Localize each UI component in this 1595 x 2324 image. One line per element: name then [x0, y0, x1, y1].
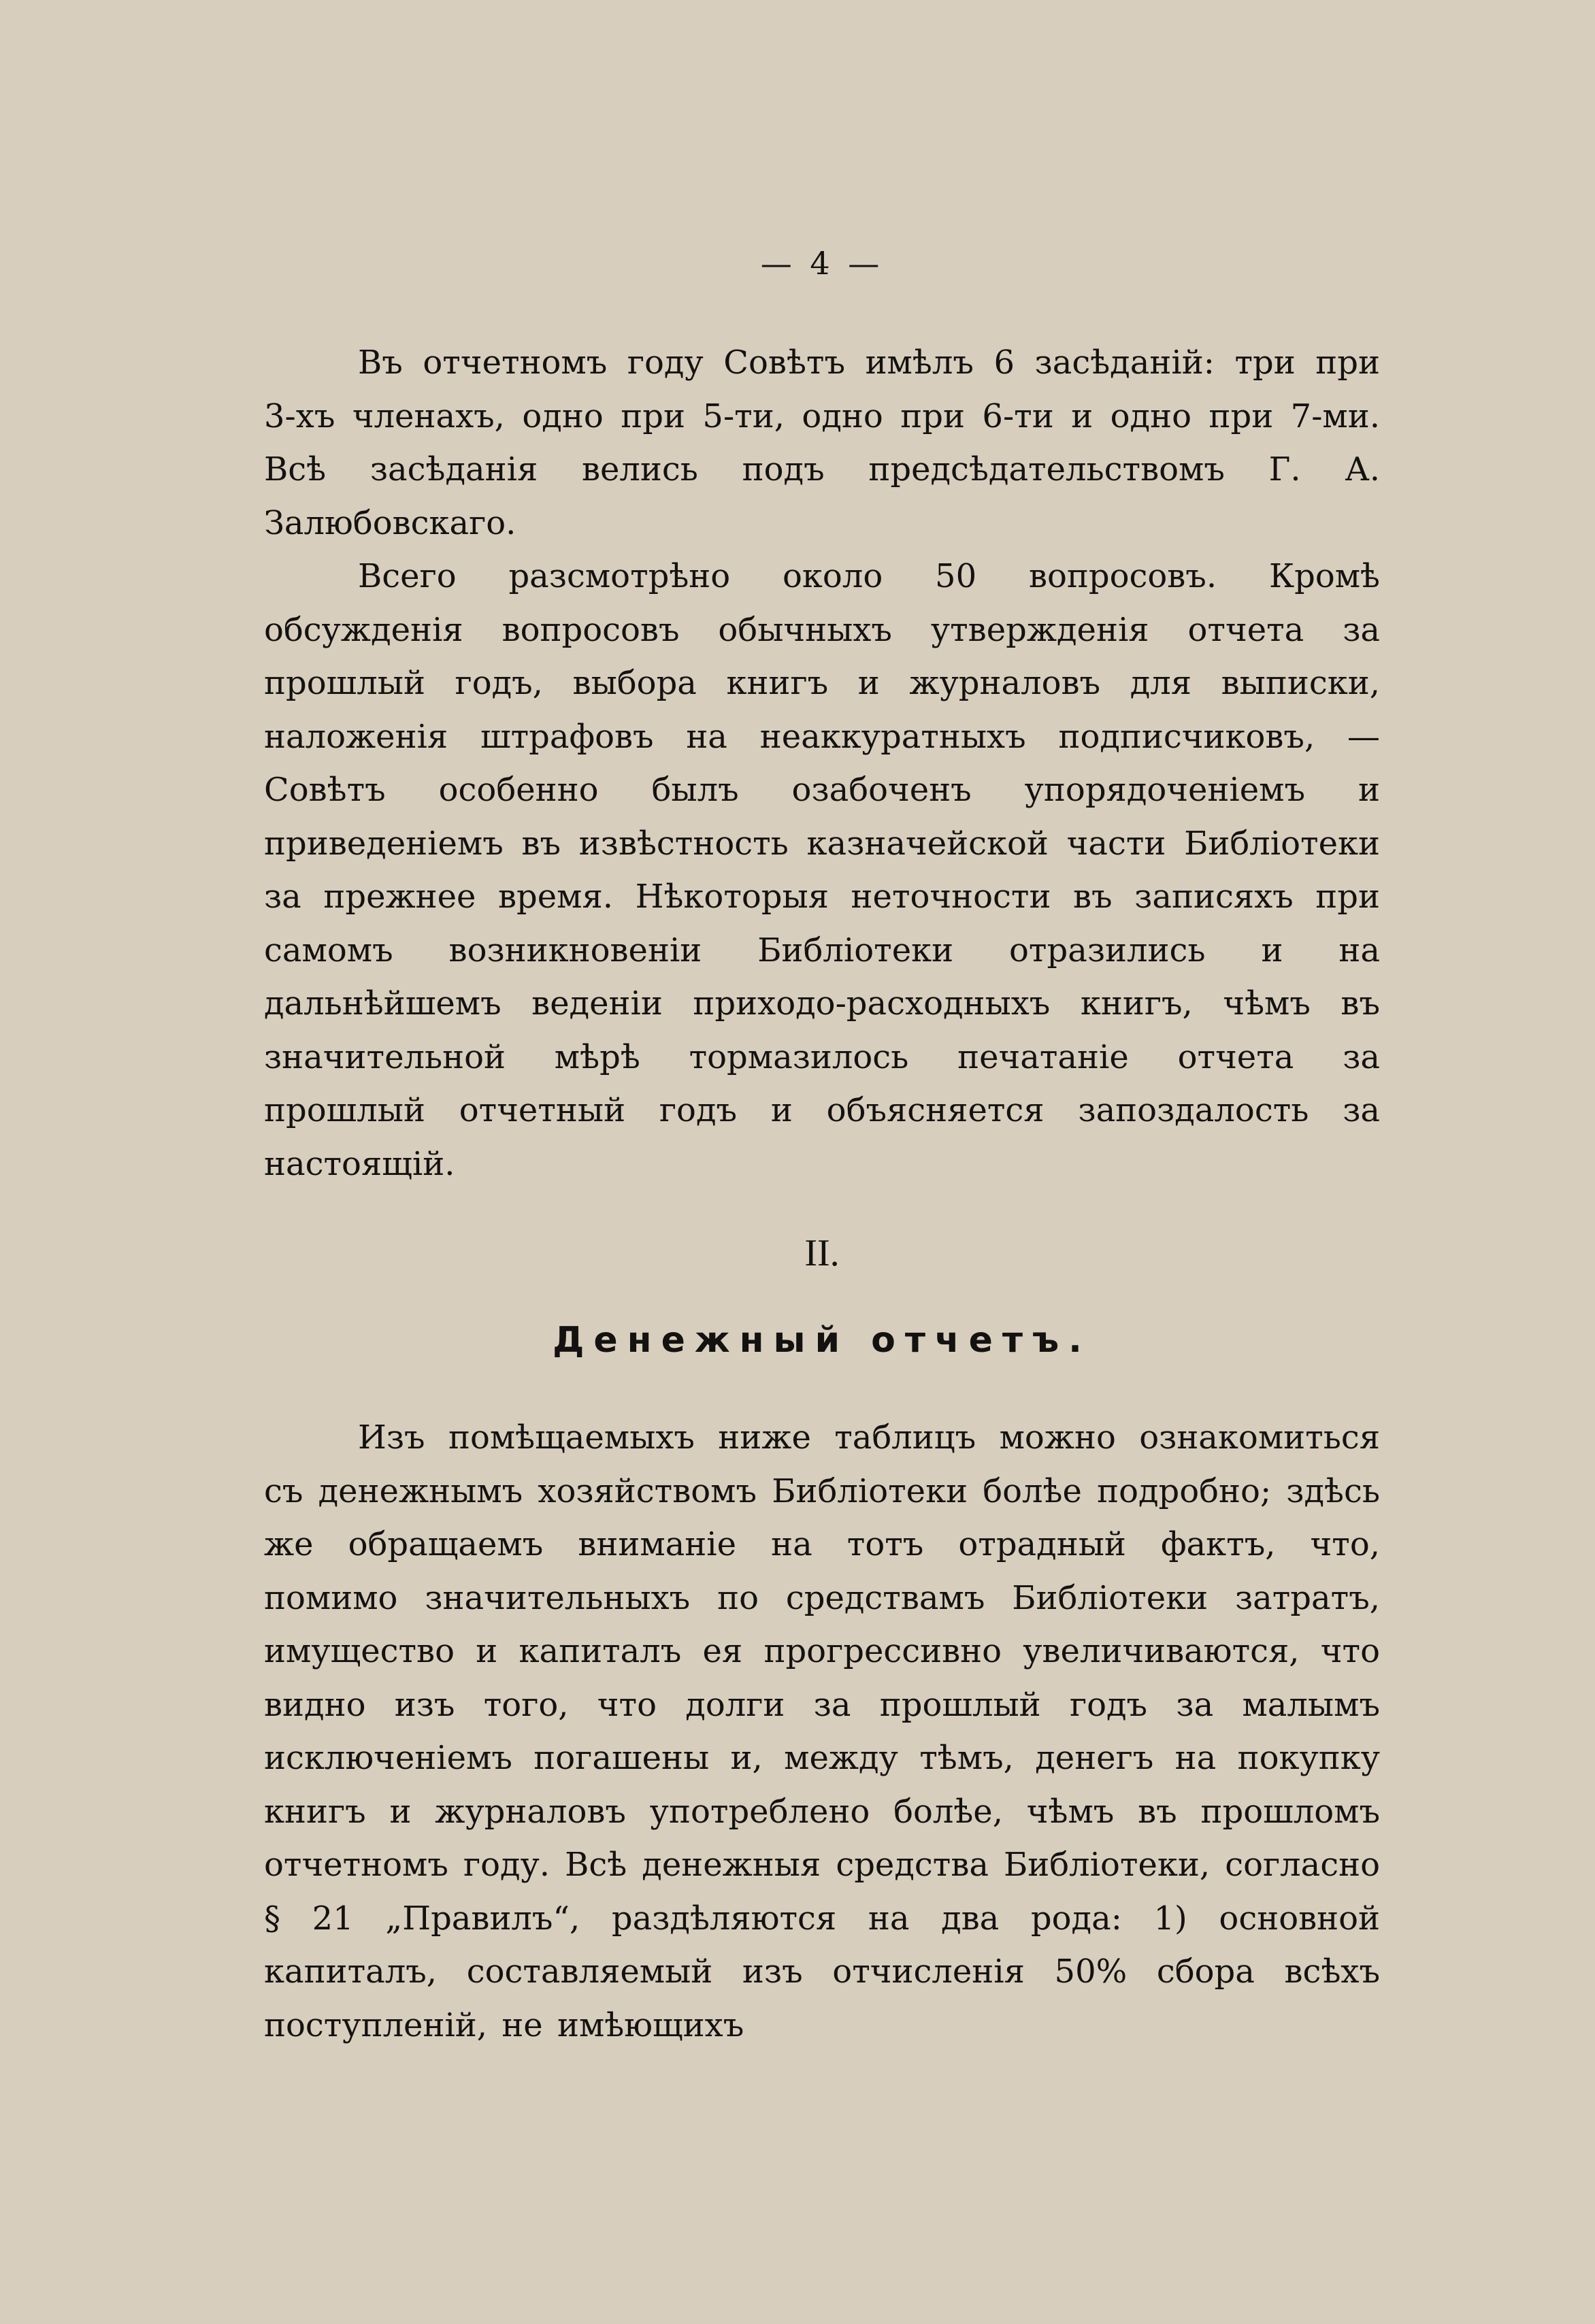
- paragraph-text: Изъ помѣщаемыхъ ниже таблицъ можно ознакомиться съ денежнымъ хозяйствомъ Библіотеки болѣе подробно; здѣсь же обращаемъ вниманіе на тотъ отрадный фактъ, что, помимо значительныхъ по средствамъ Библіотеки затратъ, имущество и капиталъ ея прогрессивно увеличиваются, что видно изъ того, что долги за прошлый годъ за малымъ исключеніемъ погашены и, между тѣмъ, денегъ на покупку книгъ и журналовъ употреблено болѣе, чѣмъ въ прошломъ отчетномъ году. Всѣ денежныя средства Библіотеки, согласно § 21 „Правилъ“, раздѣляются на два рода: 1) основной капиталъ, составляемый изъ отчисленія 50% сбора всѣхъ поступленій, не имѣющихъ: [264, 1418, 1380, 2044]
- section-numeral: II.: [804, 1232, 840, 1274]
- paragraph-council-meetings: [264, 336, 1380, 550]
- paragraph-financial-report: [264, 1411, 1380, 2052]
- paragraph-text: Всего разсмотрѣно около 50 вопросовъ. Кромѣ обсужденія вопросовъ обычныхъ утвержденія отчета за прошлый годъ, выбора книгъ и журналовъ для выписки, наложенія штрафовъ на неаккуратныхъ подписчиковъ, — Совѣтъ особенно былъ озабоченъ упорядоченіемъ и приведеніемъ въ извѣстность казначейской части Библіотеки за прежнее время. Нѣкоторыя неточности въ записяхъ при самомъ возникновеніи Библіотеки отразились и на дальнѣйшемъ веденіи приходо-расходныхъ книгъ, чѣмъ въ значительной мѣрѣ тормазилось печатаніе отчета за прошлый отчетный годъ и объясняется запоздалость за настоящій.: [264, 557, 1380, 1183]
- paragraph-questions-reviewed: [264, 550, 1380, 1191]
- paragraph-text: Въ отчетномъ году Совѣтъ имѣлъ 6 засѣданій: три при 3-хъ членахъ, одно при 5-ти, одно при 6-ти и одно при 7-ми. Всѣ засѣданія велись подъ предсѣдательствомъ Г. А. Залюбовскаго.: [264, 344, 1380, 542]
- page-number: — 4 —: [760, 245, 884, 282]
- section-title: Денежный отчетъ.: [553, 1320, 1091, 1361]
